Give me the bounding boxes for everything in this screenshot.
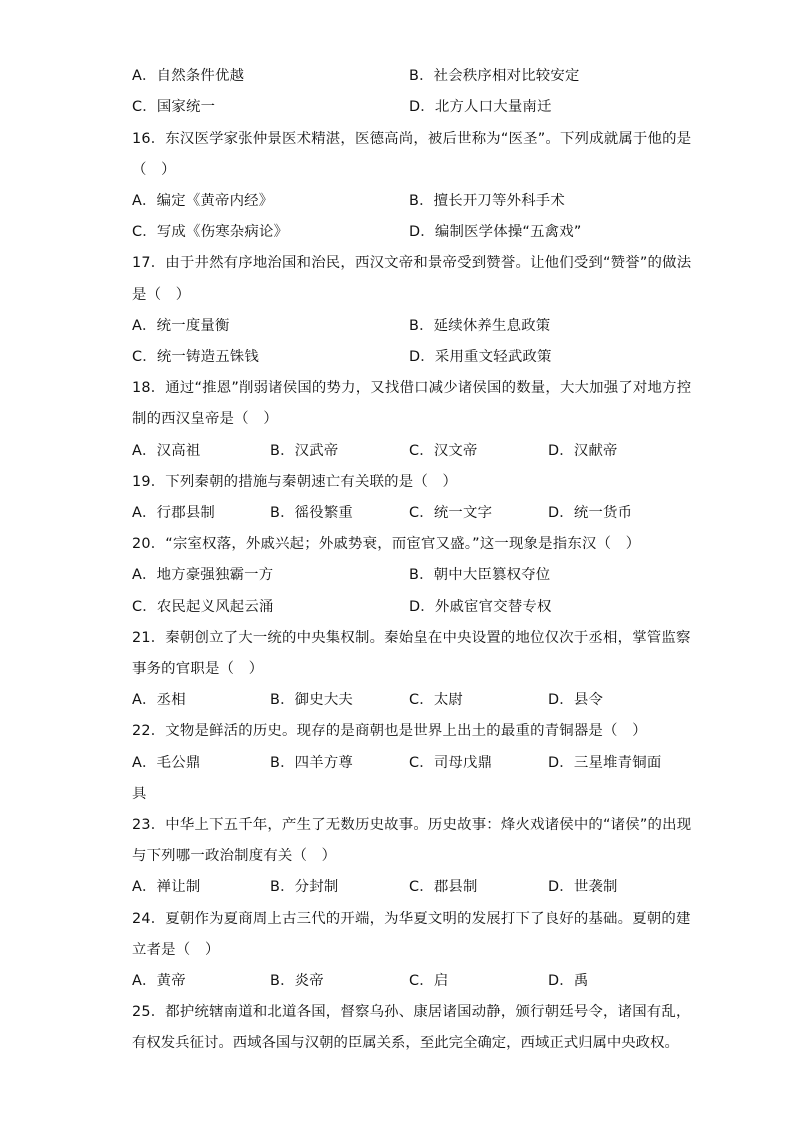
q23-option-b[interactable]: B．分封制: [270, 879, 339, 895]
q16-stem-cont: （ ）: [132, 162, 176, 178]
q17-stem-cont: 是（ ）: [132, 287, 191, 303]
q20-option-b[interactable]: B．朝中大臣篡权夺位: [409, 567, 551, 583]
q16-option-b[interactable]: B．擅长开刀等外科手术: [409, 193, 565, 209]
q16-option-c[interactable]: C．写成《伤寒杂病论》: [132, 224, 289, 240]
q21-option-b[interactable]: B．御史大夫: [270, 692, 354, 708]
q15-option-b[interactable]: B．社会秩序相对比较安定: [409, 68, 580, 84]
q18-option-d[interactable]: D．汉献帝: [548, 443, 618, 459]
q22-option-b[interactable]: B．四羊方尊: [270, 755, 354, 771]
q24-option-c[interactable]: C．启: [409, 973, 449, 989]
q21-stem: 21．秦朝创立了大一统的中央集权制。秦始皇在中央设置的地位仅次于丞相，掌管监察: [132, 630, 691, 646]
q19-option-c[interactable]: C．统一文字: [409, 505, 493, 521]
q19-option-d[interactable]: D．统一货币: [548, 505, 633, 521]
q21-option-d[interactable]: D．县令: [548, 692, 604, 708]
q20-stem: 20．“宗室权落，外戚兴起；外戚势衰，而宦官又盛。”这一现象是指东汉（ ）: [132, 536, 641, 552]
q22-option-d[interactable]: D．三星堆青铜面: [548, 755, 662, 771]
q18-option-c[interactable]: C．汉文帝: [409, 443, 478, 459]
q24-stem: 24．夏朝作为夏商周上古三代的开端，为华夏文明的发展打下了良好的基础。夏朝的建: [132, 911, 691, 927]
q17-option-b[interactable]: B．延续休养生息政策: [409, 318, 551, 334]
q17-option-a[interactable]: A．统一度量衡: [132, 318, 230, 334]
q19-option-b[interactable]: B．徭役繁重: [270, 505, 354, 521]
q24-option-b[interactable]: B．炎帝: [270, 973, 324, 989]
q17-option-c[interactable]: C．统一铸造五铢钱: [132, 349, 259, 365]
q23-stem-cont: 与下列哪一政治制度有关（ ）: [132, 848, 337, 864]
q15-option-a[interactable]: A．自然条件优越: [132, 68, 245, 84]
q17-stem: 17．由于井然有序地治国和治民，西汉文帝和景帝受到赞誉。让他们受到“赞誉”的做法: [132, 255, 692, 271]
q18-option-a[interactable]: A．汉高祖: [132, 443, 201, 459]
q16-stem: 16．东汉医学家张仲景医术精湛，医德高尚，被后世称为“医圣”。下列成就属于他的是: [132, 131, 692, 147]
q23-stem: 23．中华上下五千年，产生了无数历史故事。历史故事：烽火戏诸侯中的“诸侯”的出现: [132, 817, 692, 833]
q21-stem-cont: 事务的官职是（ ）: [132, 661, 264, 677]
q19-option-a[interactable]: A．行郡县制: [132, 505, 215, 521]
q16-option-a[interactable]: A．编定《黄帝内经》: [132, 193, 274, 209]
q19-stem: 19．下列秦朝的措施与秦朝速亡有关联的是（ ）: [132, 474, 458, 490]
q18-stem: 18．通过“推恩”削弱诸侯国的势力，又找借口减少诸侯国的数量，大大加强了对地方控: [132, 380, 692, 396]
q23-option-a[interactable]: A．禅让制: [132, 879, 201, 895]
q20-option-d[interactable]: D．外戚宦官交替专权: [409, 599, 552, 615]
q25-stem: 25．都护统辖南道和北道各国，督察乌孙、康居诸国动静，颁行朝廷号令，诸国有乱，: [132, 1004, 691, 1020]
q15-option-c[interactable]: C．国家统一: [132, 99, 216, 115]
q22-option-d-cont: 具: [132, 786, 147, 802]
q21-option-a[interactable]: A．丞相: [132, 692, 186, 708]
q24-stem-cont: 立者是（ ）: [132, 942, 220, 958]
q21-option-c[interactable]: C．太尉: [409, 692, 464, 708]
q20-option-c[interactable]: C．农民起义风起云涌: [132, 599, 274, 615]
q23-option-c[interactable]: C．郡县制: [409, 879, 478, 895]
q22-stem: 22．文物是鲜活的历史。现存的是商朝也是世界上出土的最重的青铜器是（ ）: [132, 723, 647, 739]
q25-stem-cont: 有权发兵征讨。西域各国与汉朝的臣属关系，至此完全确定，西域正式归属中央政权。: [132, 1035, 679, 1051]
q24-option-d[interactable]: D．禹: [548, 973, 589, 989]
q18-option-b[interactable]: B．汉武帝: [270, 443, 339, 459]
q17-option-d[interactable]: D．采用重文轻武政策: [409, 349, 552, 365]
q22-option-c[interactable]: C．司母戊鼎: [409, 755, 493, 771]
q24-option-a[interactable]: A．黄帝: [132, 973, 186, 989]
q18-stem-cont: 制的西汉皇帝是（ ）: [132, 411, 278, 427]
q15-option-d[interactable]: D．北方人口大量南迁: [409, 99, 552, 115]
q23-option-d[interactable]: D．世袭制: [548, 879, 618, 895]
q16-option-d[interactable]: D．编制医学体操“五禽戏”: [409, 224, 582, 240]
q20-option-a[interactable]: A．地方豪强独霸一方: [132, 567, 274, 583]
q22-option-a[interactable]: A．毛公鼎: [132, 755, 201, 771]
